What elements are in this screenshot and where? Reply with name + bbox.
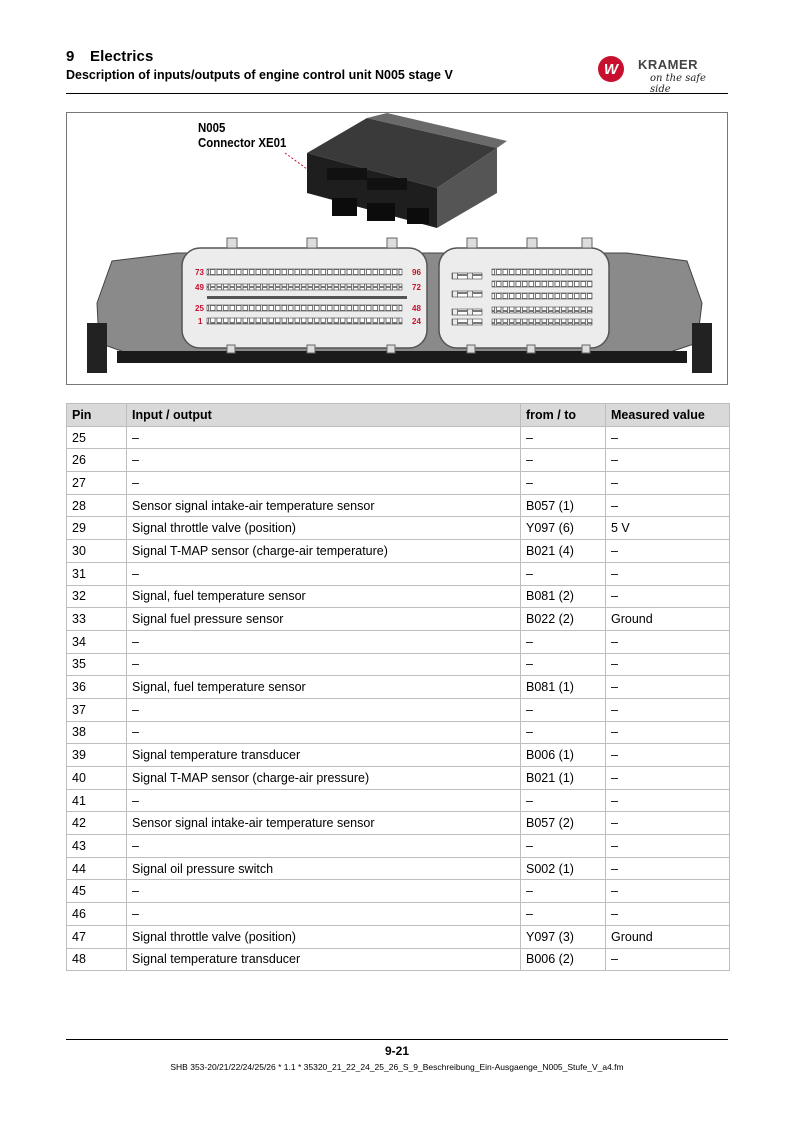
cell-input-output: Signal, fuel temperature sensor [127, 585, 521, 608]
cell-pin: 28 [67, 494, 127, 517]
cell-measured-value: – [606, 857, 730, 880]
cell-from-to: S002 (1) [521, 857, 606, 880]
connector-label: Connector XE01 [198, 135, 287, 150]
cell-input-output: Signal T-MAP sensor (charge-air pressure) [127, 767, 521, 790]
cell-pin: 31 [67, 562, 127, 585]
cell-pin: 36 [67, 676, 127, 699]
table-row [67, 812, 730, 835]
cell-from-to: – [521, 789, 606, 812]
table-row [67, 721, 730, 744]
table-row [67, 767, 730, 790]
cell-pin: 40 [67, 767, 127, 790]
cell-from-to: – [521, 449, 606, 472]
cell-from-to: – [521, 880, 606, 903]
table-row [67, 494, 730, 517]
cell-pin: 44 [67, 857, 127, 880]
page-header [66, 48, 728, 95]
cell-input-output: – [127, 472, 521, 495]
chapter-title: Electrics [90, 48, 154, 65]
cell-input-output: Sensor signal intake-air temperature sensor [127, 812, 521, 835]
table-row [67, 630, 730, 653]
footer-divider [66, 1039, 728, 1040]
header-input-output: Input / output [127, 404, 521, 427]
cell-from-to: B021 (1) [521, 767, 606, 790]
cell-input-output: – [127, 698, 521, 721]
cell-from-to: B022 (2) [521, 608, 606, 631]
header-divider [66, 93, 728, 94]
cell-input-output: Sensor signal intake-air temperature sensor [127, 494, 521, 517]
cell-pin: 43 [67, 835, 127, 858]
table-row [67, 562, 730, 585]
cell-measured-value: – [606, 449, 730, 472]
table-row [67, 948, 730, 971]
cell-measured-value: – [606, 744, 730, 767]
pin-table [66, 403, 730, 971]
table-row [67, 426, 730, 449]
table-row [67, 449, 730, 472]
logo-mark: W [598, 56, 624, 82]
cell-measured-value: – [606, 426, 730, 449]
cell-pin: 26 [67, 449, 127, 472]
cell-measured-value: Ground [606, 925, 730, 948]
cell-measured-value: – [606, 812, 730, 835]
cell-input-output: – [127, 721, 521, 744]
table-header-row [67, 404, 730, 427]
cell-input-output: Signal temperature transducer [127, 744, 521, 767]
cell-from-to: B081 (2) [521, 585, 606, 608]
cell-from-to: B006 (1) [521, 744, 606, 767]
pin-label-25: 25 [195, 304, 204, 313]
pin-label-96: 96 [412, 268, 421, 277]
cell-input-output: – [127, 562, 521, 585]
cell-measured-value: – [606, 630, 730, 653]
cell-from-to: B081 (1) [521, 676, 606, 699]
kramer-logo [598, 52, 728, 95]
pin-label-48: 48 [412, 304, 421, 313]
pin-label-72: 72 [412, 283, 421, 292]
table-row [67, 676, 730, 699]
cell-input-output: – [127, 426, 521, 449]
table-row [67, 789, 730, 812]
cell-pin: 29 [67, 517, 127, 540]
cell-from-to: – [521, 472, 606, 495]
cell-measured-value: – [606, 721, 730, 744]
cell-measured-value: – [606, 540, 730, 563]
cell-pin: 47 [67, 925, 127, 948]
cell-pin: 25 [67, 426, 127, 449]
table-row [67, 925, 730, 948]
cell-from-to: Y097 (3) [521, 925, 606, 948]
cell-from-to: B057 (1) [521, 494, 606, 517]
table-row [67, 698, 730, 721]
cell-from-to: – [521, 903, 606, 926]
header-pin: Pin [67, 404, 127, 427]
figure-label [198, 120, 286, 150]
unit-label: N005 [198, 120, 226, 135]
cell-pin: 48 [67, 948, 127, 971]
table-row [67, 744, 730, 767]
cell-pin: 27 [67, 472, 127, 495]
cell-input-output: – [127, 630, 521, 653]
cell-pin: 30 [67, 540, 127, 563]
page-subtitle: Description of inputs/outputs of engine control unit N005 stage V [66, 68, 453, 82]
cell-input-output: – [127, 903, 521, 926]
cell-from-to: B021 (4) [521, 540, 606, 563]
cell-input-output: Signal T-MAP sensor (charge-air temperature) [127, 540, 521, 563]
cell-pin: 32 [67, 585, 127, 608]
cell-input-output: – [127, 789, 521, 812]
cell-from-to: – [521, 721, 606, 744]
cell-pin: 41 [67, 789, 127, 812]
cell-pin: 33 [67, 608, 127, 631]
cell-measured-value: – [606, 653, 730, 676]
logo-brand: KRAMER [638, 57, 699, 72]
cell-from-to: – [521, 698, 606, 721]
cell-pin: 42 [67, 812, 127, 835]
cell-input-output: – [127, 880, 521, 903]
cell-pin: 37 [67, 698, 127, 721]
cell-from-to: B006 (2) [521, 948, 606, 971]
table-row [67, 835, 730, 858]
cell-input-output: Signal temperature transducer [127, 948, 521, 971]
cell-input-output: Signal oil pressure switch [127, 857, 521, 880]
cell-input-output: Signal fuel pressure sensor [127, 608, 521, 631]
cell-input-output: Signal throttle valve (position) [127, 517, 521, 540]
document-id: SHB 353-20/21/22/24/25/26 * 1.1 * 35320_21_22_24_25_26_S_9_Beschreibung_Ein-Ausgaenge_N005_Stufe_V_a4.fm [170, 1062, 624, 1072]
cell-measured-value: – [606, 835, 730, 858]
cell-measured-value: – [606, 880, 730, 903]
table-row [67, 903, 730, 926]
cell-input-output: – [127, 653, 521, 676]
cell-pin: 46 [67, 903, 127, 926]
table-row [67, 857, 730, 880]
ecu-connector-illustration [67, 113, 727, 384]
cell-from-to: Y097 (6) [521, 517, 606, 540]
table-row [67, 585, 730, 608]
cell-from-to: – [521, 562, 606, 585]
cell-measured-value: – [606, 494, 730, 517]
chapter-number: 9 [66, 48, 75, 65]
cell-measured-value: – [606, 585, 730, 608]
header-from-to: from / to [521, 404, 606, 427]
cell-pin: 45 [67, 880, 127, 903]
pin-label-24: 24 [412, 317, 421, 326]
cell-measured-value: 5 V [606, 517, 730, 540]
page-number: 9-21 [384, 1044, 410, 1058]
cell-from-to: B057 (2) [521, 812, 606, 835]
cell-input-output: – [127, 835, 521, 858]
header-measured-value: Measured value [606, 404, 730, 427]
logo-slogan: on the safe side [650, 73, 706, 95]
table-row [67, 608, 730, 631]
cell-measured-value: – [606, 698, 730, 721]
cell-input-output: – [127, 449, 521, 472]
cell-pin: 34 [67, 630, 127, 653]
cell-measured-value: – [606, 767, 730, 790]
cell-from-to: – [521, 426, 606, 449]
cell-pin: 35 [67, 653, 127, 676]
connector-figure [66, 112, 728, 385]
cell-measured-value: Ground [606, 608, 730, 631]
pin-label-73: 73 [195, 268, 204, 277]
table-row [67, 880, 730, 903]
cell-measured-value: – [606, 789, 730, 812]
pin-label-1: 1 [198, 317, 203, 326]
pin-label-49: 49 [195, 283, 204, 292]
cell-pin: 38 [67, 721, 127, 744]
cell-from-to: – [521, 653, 606, 676]
table-row [67, 653, 730, 676]
cell-measured-value: – [606, 676, 730, 699]
table-row [67, 517, 730, 540]
table-row [67, 540, 730, 563]
cell-measured-value: – [606, 472, 730, 495]
cell-from-to: – [521, 630, 606, 653]
cell-input-output: Signal, fuel temperature sensor [127, 676, 521, 699]
cell-input-output: Signal throttle valve (position) [127, 925, 521, 948]
cell-measured-value: – [606, 948, 730, 971]
pin-table-body [67, 426, 730, 971]
cell-measured-value: – [606, 562, 730, 585]
table-row [67, 472, 730, 495]
cell-measured-value: – [606, 903, 730, 926]
cell-pin: 39 [67, 744, 127, 767]
cell-from-to: – [521, 835, 606, 858]
